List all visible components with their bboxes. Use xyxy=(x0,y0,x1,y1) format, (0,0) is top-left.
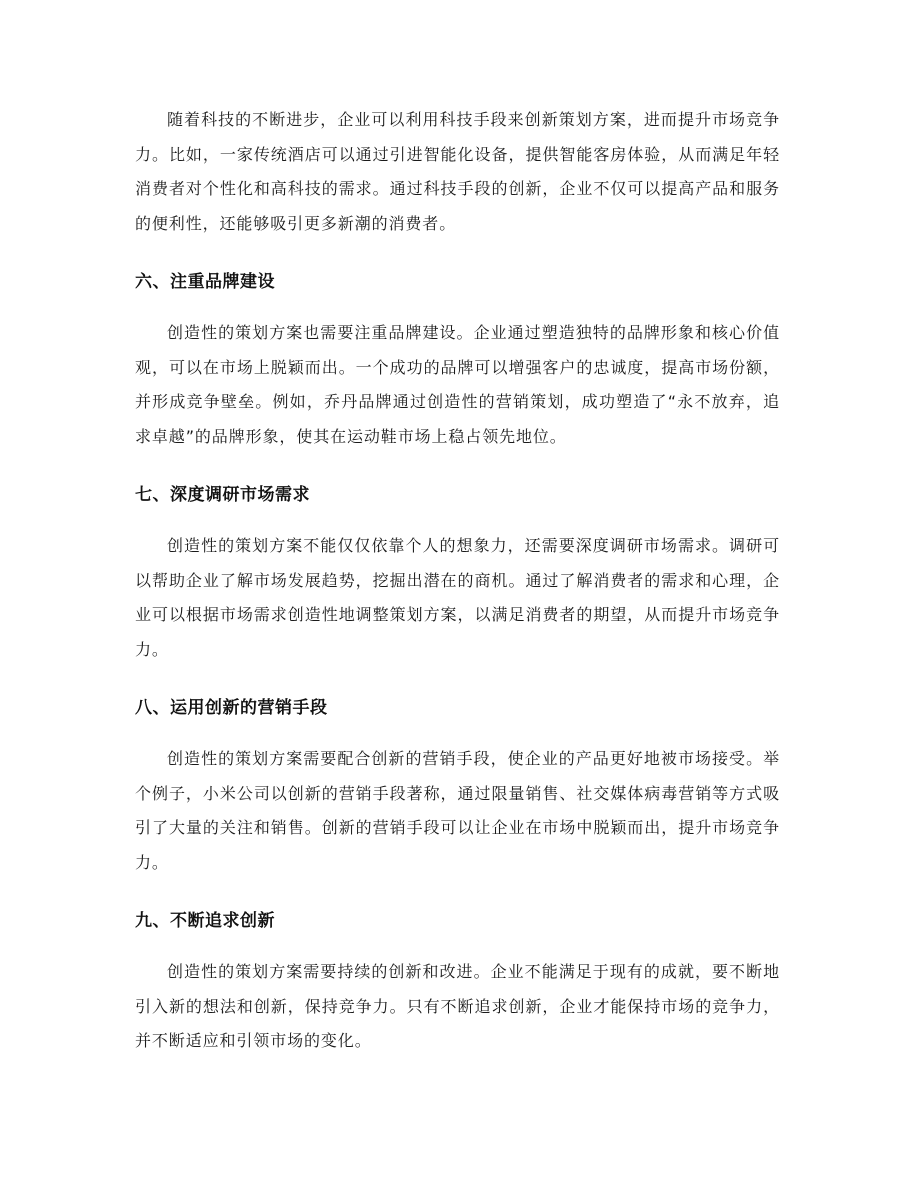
intro-paragraph: 随着科技的不断进步，企业可以利用科技手段来创新策划方案，进而提升市场竞争力。比如，一家传统酒店可以通过引进智能化设备，提供智能客房体验，从而满足年轻消费者对个性化和高科技的需求。通过科技手段的创新，企业不仅可以提高产品和服务的便利性，还能够吸引更多新潮的消费者。 xyxy=(135,110,780,233)
spacer xyxy=(135,720,780,742)
section-heading-7: 七、深度调研市场需求 xyxy=(135,485,310,505)
section-paragraph-8: 创造性的策划方案需要配合创新的营销手段，使企业的产品更好地被市场接受。举个例子，小米公司以创新的营销手段著称，通过限量销售、社交媒体病毒营销等方式吸引了大量的关注和销售。创新的营销手段可以让企业在市场中脱颖而出，提升市场竞争力。 xyxy=(135,749,780,872)
section-paragraph-9: 创造性的策划方案需要持续的创新和改进。企业不能满足于现有的成就，要不断地引入新的想法和创新，保持竞争力。只有不断追求创新，企业才能保持市场的竞争力，并不断适应和引领市场的变化。 xyxy=(135,962,780,1050)
section-paragraph-6: 创造性的策划方案也需要注重品牌建设。企业通过塑造独特的品牌形象和核心价值观，可以在市场上脱颖而出。一个成功的品牌可以增强客户的忠诚度，提高市场份额，并形成竞争壁垒。例如，乔丹品牌通过创造性的营销策划，成功塑造了“永不放弃，追求卓越”的品牌形象，使其在运动鞋市场上稳占领先地位。 xyxy=(135,323,780,446)
spacer xyxy=(135,294,780,316)
section-heading-6: 六、注重品牌建设 xyxy=(135,272,275,292)
spacer xyxy=(135,454,780,483)
spacer xyxy=(135,667,780,696)
section-heading-8: 八、运用创新的营销手段 xyxy=(135,698,328,718)
spacer xyxy=(135,507,780,529)
document-page xyxy=(135,103,780,1059)
section-heading-9: 九、不断追求创新 xyxy=(135,911,275,931)
spacer xyxy=(135,241,780,270)
spacer xyxy=(135,880,780,909)
section-paragraph-7: 创造性的策划方案不能仅仅依靠个人的想象力，还需要深度调研市场需求。调研可以帮助企业了解市场发展趋势，挖掘出潜在的商机。通过了解消费者的需求和心理，企业可以根据市场需求创造性地调整策划方案，以满足消费者的期望，从而提升市场竞争力。 xyxy=(135,536,780,659)
spacer xyxy=(135,933,780,955)
